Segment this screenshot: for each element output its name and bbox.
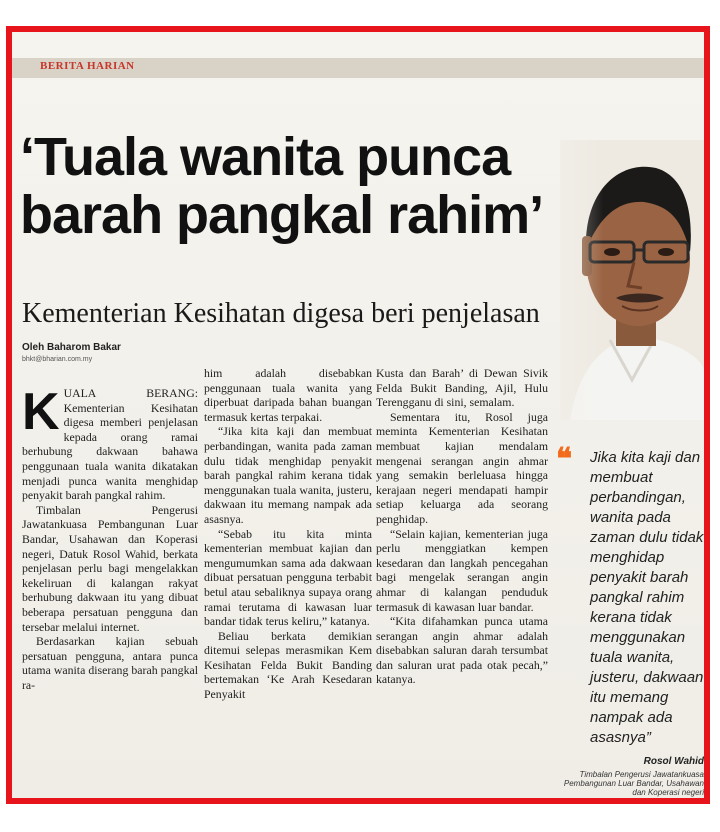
article-frame — [6, 26, 710, 804]
paragraph: Kusta dan Barah’ di Dewan Sivik Felda Bukit Banding, Ajil, Hulu Terengganu di sini, semalam. — [376, 366, 548, 410]
paragraph: Timbalan Pengerusi Jawatankuasa Pembangunan Luar Bandar, Usahawan dan Koperasi negeri, Datuk Rosol Wahid, berkata penjelasan perlu bagi mengelakkan kekeliruan di kalangan rakyat berhubung dakwaan itu yang dibuat beberapa persatuan pengguna dan tersebar melalui internet. — [22, 502, 198, 634]
paragraph: “Sebab itu kita minta kementerian membuat kajian dan mengumumkan sama ada dakwaan dibuat persatuan pengguna terbabit betul atau sebaliknya supaya orang ramai terutama di kawasan luar bandar tidak terus keliru,” katanya. — [204, 526, 372, 629]
masthead: BERITA HARIAN — [40, 60, 135, 72]
paragraph: “Selain kajian, kementerian juga perlu menggiatkan kempen kesedaran dan langkah pencegahan bagi mengelak serangan angin ahmar di kalangan penduduk termasuk di kawasan luar bandar. — [376, 526, 548, 614]
newspaper-page — [12, 32, 704, 798]
paragraph: “Kita difahamkan punca utama serangan angin ahmar adalah disebabkan saluran darah tersumbat dan saluran urat pada otak pecah,” katanya. — [376, 614, 548, 687]
article-column-1 — [22, 383, 198, 692]
pull-quote-name: Rosol Wahid — [643, 756, 704, 767]
byline: Oleh Baharom Bakar — [22, 342, 121, 353]
paragraph: UALA BERANG: Kementerian Kesihatan digesa memberi penjelasan kepada orang ramai berhubung dakwaan bahawa penggunaan tuala wanita dikatakan menjadi punca wanita menghidap penyakit barah pangkal rahim. — [22, 386, 198, 503]
byline-email: bhkt@bharian.com.my — [22, 356, 93, 363]
pull-quote: Jika kita kaji dan membuat perbandingan, wanita pada zaman dulu tidak menghidap penyakit barah pangkal rahim kerana tidak menggunakan tuala wanita, justeru, dakwaan itu memang nampak ada asasnya” — [590, 449, 704, 746]
paragraph: Beliau berkata demikian ditemui selepas merasmikan Kem Kesihatan Felda Bukit Banding bertemakan ‘Ke Arah Kesedaran Penyakit — [204, 628, 372, 702]
paragraph: “Jika kita kaji dan membuat perbandingan, wanita pada zaman dulu tidak menghidap penyakit barah pangkal rahim kerana tidak menggunakan tuala wanita, justeru, dakwaan itu memang nampak ada asasnya. — [204, 424, 372, 526]
article-column-3 — [376, 366, 548, 687]
portrait-photo — [560, 140, 704, 420]
paragraph: Berdasarkan kajian sebuah persatuan pengguna, antara punca utama wanita diserang barah pangkal ra- — [22, 634, 198, 692]
drop-cap: K — [22, 383, 60, 441]
quote-mark-icon: ❝ — [556, 443, 573, 476]
article-column-2 — [204, 366, 372, 702]
subheadline: Kementerian Kesihatan digesa beri penjelasan — [22, 298, 540, 329]
paragraph: him adalah disebabkan penggunaan tuala wanita yang diperbuat daripada bahan buangan termasuk kertas terpakai. — [204, 366, 372, 424]
pull-quote-title: Timbalan Pengerusi Jawatankuasa Pembangunan Luar Bandar, Usahawan dan Koperasi negeri — [563, 770, 704, 797]
portrait-illustration — [560, 140, 704, 420]
paragraph: Sementara itu, Rosol juga meminta Kementerian Kesihatan membuat kajian mendalam mengenai serangan angin ahmar yang semakin berleluasa hingga kerajaan negeri mendapati hampir setiap keluarga ada seorang penghidap. — [376, 409, 548, 526]
headline: ‘Tuala wanita punca barah pangkal rahim’ — [20, 127, 544, 245]
